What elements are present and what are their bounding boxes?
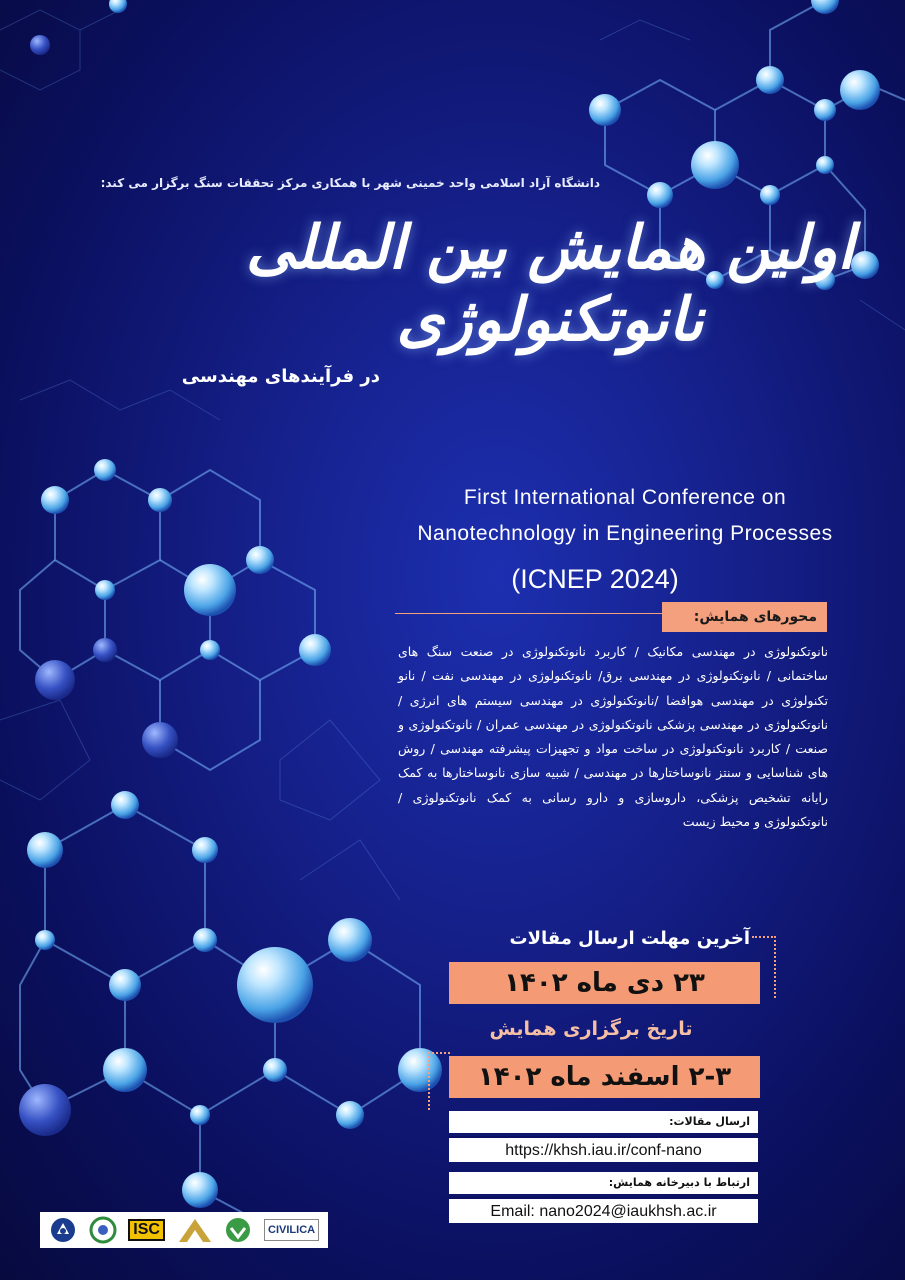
- isc-logo-text: ISC: [128, 1219, 165, 1241]
- title-subtitle: در فرآیندهای مهندسی: [181, 366, 380, 387]
- deadline-label: آخرین مهلت ارسال مقالات: [509, 928, 750, 949]
- submission-url-link[interactable]: https://khsh.iau.ir/conf-nano: [449, 1136, 758, 1162]
- triangle-emblem-icon: [177, 1216, 213, 1244]
- green-emblem-icon: [224, 1216, 252, 1244]
- english-title-line2: Nanotechnology in Engineering Processes: [417, 522, 833, 545]
- civilica-logo: [264, 1216, 319, 1244]
- sponsor-logos: [40, 1212, 328, 1248]
- decor-dotted-bracket: [428, 1052, 450, 1110]
- organizer-intro: دانشگاه آزاد اسلامی واحد خمینی شهر با همکاری مرکز تحققات سنگ برگزار می کند:: [100, 176, 600, 190]
- conference-acronym: (ICNEP 2024): [511, 564, 679, 594]
- conference-date-label: تاریخ برگزاری همایش: [489, 1018, 693, 1040]
- contact-email-link[interactable]: Email: nano2024@iaukhsh.ac.ir: [449, 1197, 758, 1223]
- conference-date: ۲-۳ اسفند ماه ۱۴۰۲: [449, 1056, 760, 1098]
- topics-body: نانوتکنولوژی در مهندسی مکانیک / کاربرد نانوتکنولوژی در صنعت سنگ های ساختمانی / نانوتکنولوژی در مهندسی برق/ نانوتکنولوژی در مهندسی نفت / نانو تکنولوژی در مهندسی هوافضا /نانوتکنولوژی در مهندسی سیستم های انرژی / نانوتکنولوژی در مهندسی پزشکی نانوتکنولوژی در مهندسی عمران / نانوتکنولوژی و صنعت / کاربرد نانوتکنولوژی در ساخت مواد و تجهیزات پیشرفته مهندسی / روش های شناسایی و سنتز نانوساختارها در مهندسی / شبیه سازی نانوساختارها به کمک رایانه تشخیص پزشکی، داروسازی و دارو رسانی به کمک نانوتکنولوژی / نانوتکنولوژی و محیط زیست: [398, 644, 828, 830]
- english-title-line1: First International Conference on: [463, 486, 787, 509]
- title-persian: اولین همایش بین المللی نانوتکنولوژی: [245, 213, 855, 355]
- university-emblem-icon: [49, 1216, 77, 1244]
- topics-divider: [395, 613, 665, 614]
- submission-label: ارسال مقالات:: [449, 1111, 758, 1133]
- stone-research-center-icon: [89, 1216, 117, 1244]
- topics-heading: محورهای همایش:: [662, 602, 827, 632]
- contact-label: ارتباط با دبیرخانه همایش:: [449, 1172, 758, 1194]
- isc-logo: [128, 1216, 165, 1244]
- civilica-logo-text: CIVILICA: [264, 1219, 319, 1241]
- deadline-date: ۲۳ دی ماه ۱۴۰۲: [449, 962, 760, 1004]
